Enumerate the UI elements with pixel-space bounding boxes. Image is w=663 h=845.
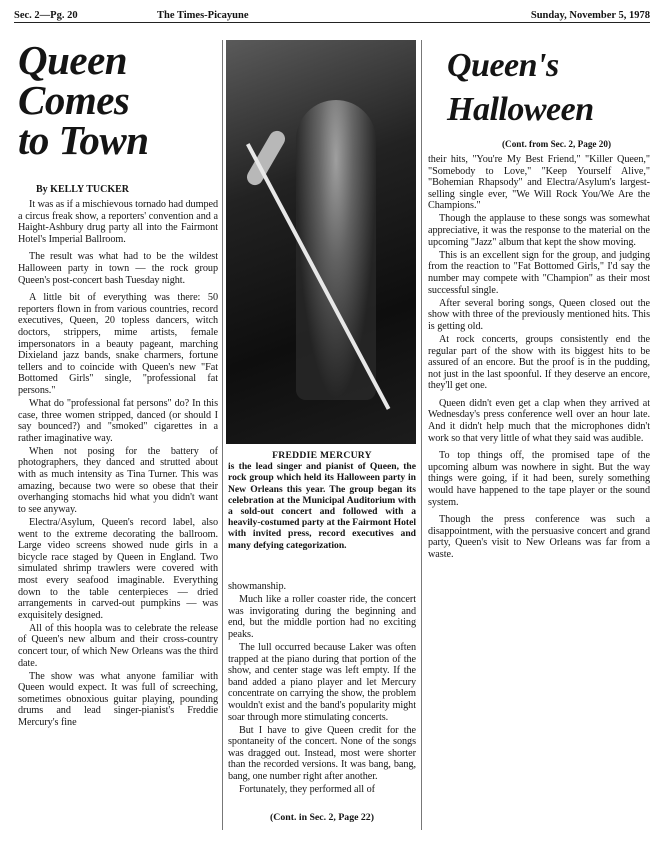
article-paragraph: At rock concerts, groups consistently end the regular part of the show with its biggest hits to be assured of an encore. But the proof is in the pudding, not just in the last spoonful. If they deserve an encore, they'll get one. <box>428 333 650 392</box>
article-paragraph: A little bit of everything was there: 50 reporters flown in from various countries, record executives, Queen, 20 topless dancers, witch doctors, strippers, mime artists, female impersonators in a beauty pageant, marching Dixieland jazz bands, snake charmers, fortune tellers and to coincide with Queen's new "Fat Bottomed Girls" single, "professional fat persons." <box>18 292 218 396</box>
article-paragraph: After several boring songs, Queen closed out the show with three of the previously mentioned hits. This is getting old. <box>428 297 650 332</box>
article-paragraph: Though the applause to these songs was somewhat appreciative, it was the response to the material on the upcoming "Jazz" album that kept the show moving. <box>428 213 650 248</box>
continued-on-label: (Cont. in Sec. 2, Page 22) <box>270 812 374 823</box>
article-paragraph: What do "professional fat persons" do? In this case, three women stripped, danced (or should I say bounced?) and "smoked" cigarettes in a rather imaginative way. <box>18 398 218 444</box>
article-paragraph: It was as if a mischievous tornado had dumped a circus freak show, a reporters' convention and a Haight-Ashbury drug party all into the Fairmont Hotel's Imperial Ballroom. <box>18 199 219 245</box>
freddie-mercury-photo <box>226 40 416 444</box>
byline: By KELLY TUCKER <box>36 184 129 195</box>
headline-line: to Town <box>18 117 149 163</box>
article-paragraph: When not posing for the battery of photographers, they danced and strutted about with as much intensity as Tina Turner. This was amazing, because two were so obese that their overhanging stomachs hid what you didn't want to see anyway. <box>18 445 218 515</box>
right-article-body <box>428 154 650 562</box>
article-paragraph: But I have to give Queen credit for the spontaneity of the concert. None of the songs was dragged out. Instead, most were shorter than the recorded versions. It was bang, bang, bang, one number right after another. <box>228 724 416 782</box>
caption-title: FREDDIE MERCURY <box>272 450 372 461</box>
article-paragraph: The result was what had to be the wildest Halloween party in town — the rock group Queen's post-concert bash Tuesday night. <box>18 251 218 286</box>
article-paragraph: Queen didn't even get a clap when they arrived at Wednesday's press conference well over an hour late. And it didn't help much that the microphones didn't work so that very little of what they said was audible. <box>428 397 650 444</box>
article-paragraph: To top things off, the promised tape of the upcoming album was nowhere in sight. But the way things were going, if it had been, surely something would have happened to the tape player or the sound system. <box>428 450 650 508</box>
article-paragraph: Fortunately, they performed all of <box>239 784 375 796</box>
column-divider <box>222 40 223 830</box>
article-paragraph: showmanship. <box>228 581 286 592</box>
article-paragraph: their hits, "You're My Best Friend," "Killer Queen," "Somebody to Love," "Keep Yourself Alive," "Bohemian Rhapsody" and Electra/Asylum's largest-selling single ever, "We Will Rock You/We Are the Champions." <box>428 154 650 212</box>
article-paragraph: Electra/Asylum, Queen's record label, also went to the extreme decorating the ballroom. Large video screens showed nude girls in a bicycle race staged by Queen in England. Two simulated shrimp trawlers were covered with most every seafood imaginable. Everything down to the table centerpieces — dried arrangements in carved-out pumpkins — was exquisitely designed. <box>18 516 218 621</box>
issue-date: Sunday, November 5, 1978 <box>530 10 650 21</box>
photo-caption <box>228 450 416 551</box>
headline-line: Queen <box>18 37 128 83</box>
newspaper-name: The Times-Picayune <box>157 10 249 21</box>
article-paragraph: Much like a roller coaster ride, the concert was invigorating during the beginning and end, but the middle portion had no exciting peaks. <box>228 594 416 640</box>
article-paragraph: Though the press conference was such a disappointment, with the persuasive concert and grand party, Queen's visit to New Orleans was far from a waste. <box>428 514 650 560</box>
article-paragraph: The show was what anyone familiar with Queen would expect. It was full of screeching, sometimes obnoxious guitar playing, pounding drums and lead singer-pianist's Freddie Mercury's fine <box>18 670 218 729</box>
column-divider <box>421 40 422 830</box>
headline-line: Comes <box>18 77 130 123</box>
headline-line: Queen's <box>447 47 559 84</box>
page-header <box>14 10 650 23</box>
caption-text: is the lead singer and pianist of Queen, the rock group which held its Halloween party in New Orleans this year. The group began its celebration at the Municipal Auditorium with a sold-out concert and followed with a heavily-costumed party at the Fairmont Hotel with invited press, record executives and many defying categorization. <box>228 461 416 551</box>
continued-from-label: (Cont. from Sec. 2, Page 20) <box>502 139 612 149</box>
article-paragraph: This is an excellent sign for the group, and judging from the reaction to "Fat Bottomed Girls," I'd say the number may compete with "Champion" as their most successful single. <box>428 249 650 296</box>
main-headline <box>18 37 149 163</box>
headline-line: Halloween <box>447 91 594 128</box>
article-paragraph: The lull occurred because Laker was often trapped at the piano during that portion of the show, and center stage was left empty. If the band added a piano player and let Mercury concentrate on carrying the show, the problem wouldn't exist and the band's popularity might soar through more stimulating concerts. <box>228 641 416 723</box>
jump-headline <box>447 44 594 132</box>
left-article-body <box>18 199 218 730</box>
middle-article-body <box>228 581 416 797</box>
singer-figure <box>296 100 376 400</box>
section-page-label: Sec. 2—Pg. 20 <box>14 10 78 21</box>
article-paragraph: All of this hoopla was to celebrate the release of Queen's new album and their cross-country concert tour, of which New Orleans was the third date. <box>18 622 218 669</box>
